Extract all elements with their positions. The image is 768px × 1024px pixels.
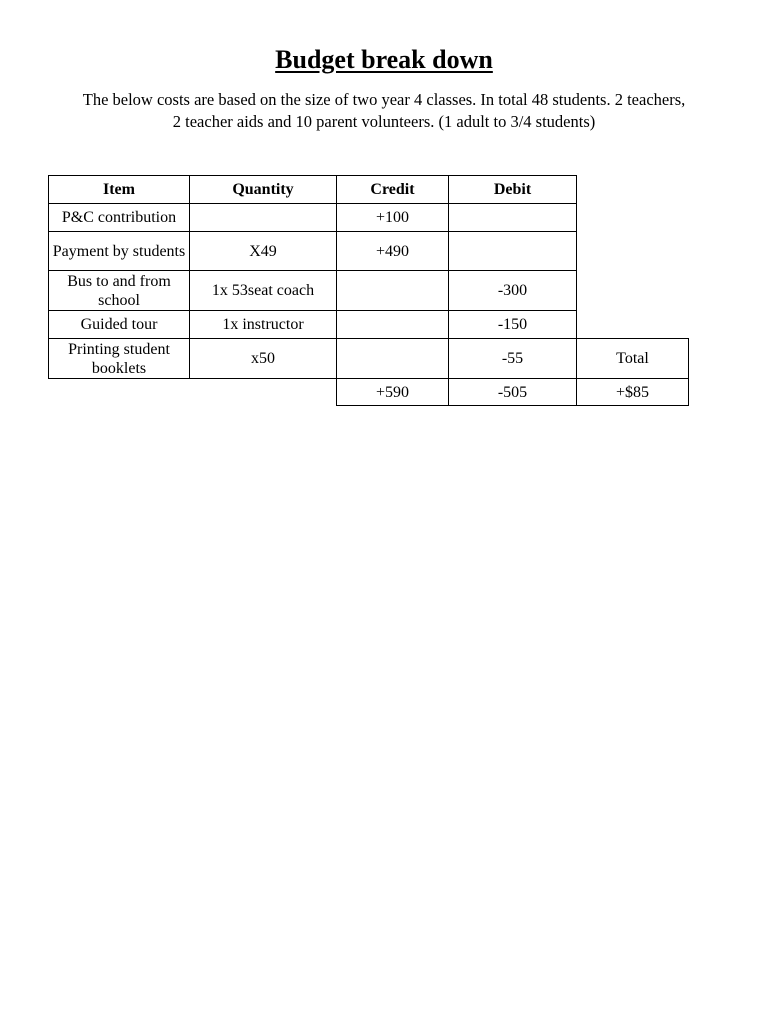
header-item: Item: [49, 176, 190, 204]
cell-credit: [337, 311, 449, 339]
intro-paragraph: [40, 89, 728, 133]
cell-credit: [337, 271, 449, 311]
cell-quantity: X49: [190, 232, 337, 271]
table-row: [49, 204, 689, 232]
cell-credit: +490: [337, 232, 449, 271]
cell-debit: -300: [449, 271, 577, 311]
cell-quantity: [190, 204, 337, 232]
header-credit: Credit: [337, 176, 449, 204]
empty-cell: [577, 204, 689, 232]
cell-item: P&C contribution: [49, 204, 190, 232]
total-label: Total: [577, 339, 689, 379]
cell-credit: [337, 339, 449, 379]
empty-cell: [577, 232, 689, 271]
total-debit: -505: [449, 379, 577, 406]
table-header-row: [49, 176, 689, 204]
cell-debit: -55: [449, 339, 577, 379]
header-debit: Debit: [449, 176, 577, 204]
cell-quantity: x50: [190, 339, 337, 379]
table-row: [49, 311, 689, 339]
empty-cell: [577, 311, 689, 339]
total-net: +$85: [577, 379, 689, 406]
cell-debit: -150: [449, 311, 577, 339]
header-quantity: Quantity: [190, 176, 337, 204]
budget-table: [48, 175, 689, 406]
total-credit: +590: [337, 379, 449, 406]
cell-item: Bus to and from school: [49, 271, 190, 311]
table-row: [49, 271, 689, 311]
totals-row: [49, 379, 689, 406]
page-title: Budget break down: [275, 45, 493, 74]
cell-quantity: 1x 53seat coach: [190, 271, 337, 311]
cell-debit: [449, 232, 577, 271]
cell-quantity: 1x instructor: [190, 311, 337, 339]
cell-credit: +100: [337, 204, 449, 232]
cell-item: Printing student booklets: [49, 339, 190, 379]
table-row: [49, 339, 689, 379]
intro-line-2: 2 teacher aids and 10 parent volunteers. (1 adult to 3/4 students): [172, 112, 596, 131]
empty-cell: [577, 271, 689, 311]
empty-cell: [577, 176, 689, 204]
cell-item: Guided tour: [49, 311, 190, 339]
empty-cell: [190, 379, 337, 406]
table-row: [49, 232, 689, 271]
cell-item: Payment by students: [49, 232, 190, 271]
empty-cell: [49, 379, 190, 406]
intro-line-1: The below costs are based on the size of two year 4 classes. In total 48 students. 2 teachers,: [82, 90, 686, 109]
cell-debit: [449, 204, 577, 232]
